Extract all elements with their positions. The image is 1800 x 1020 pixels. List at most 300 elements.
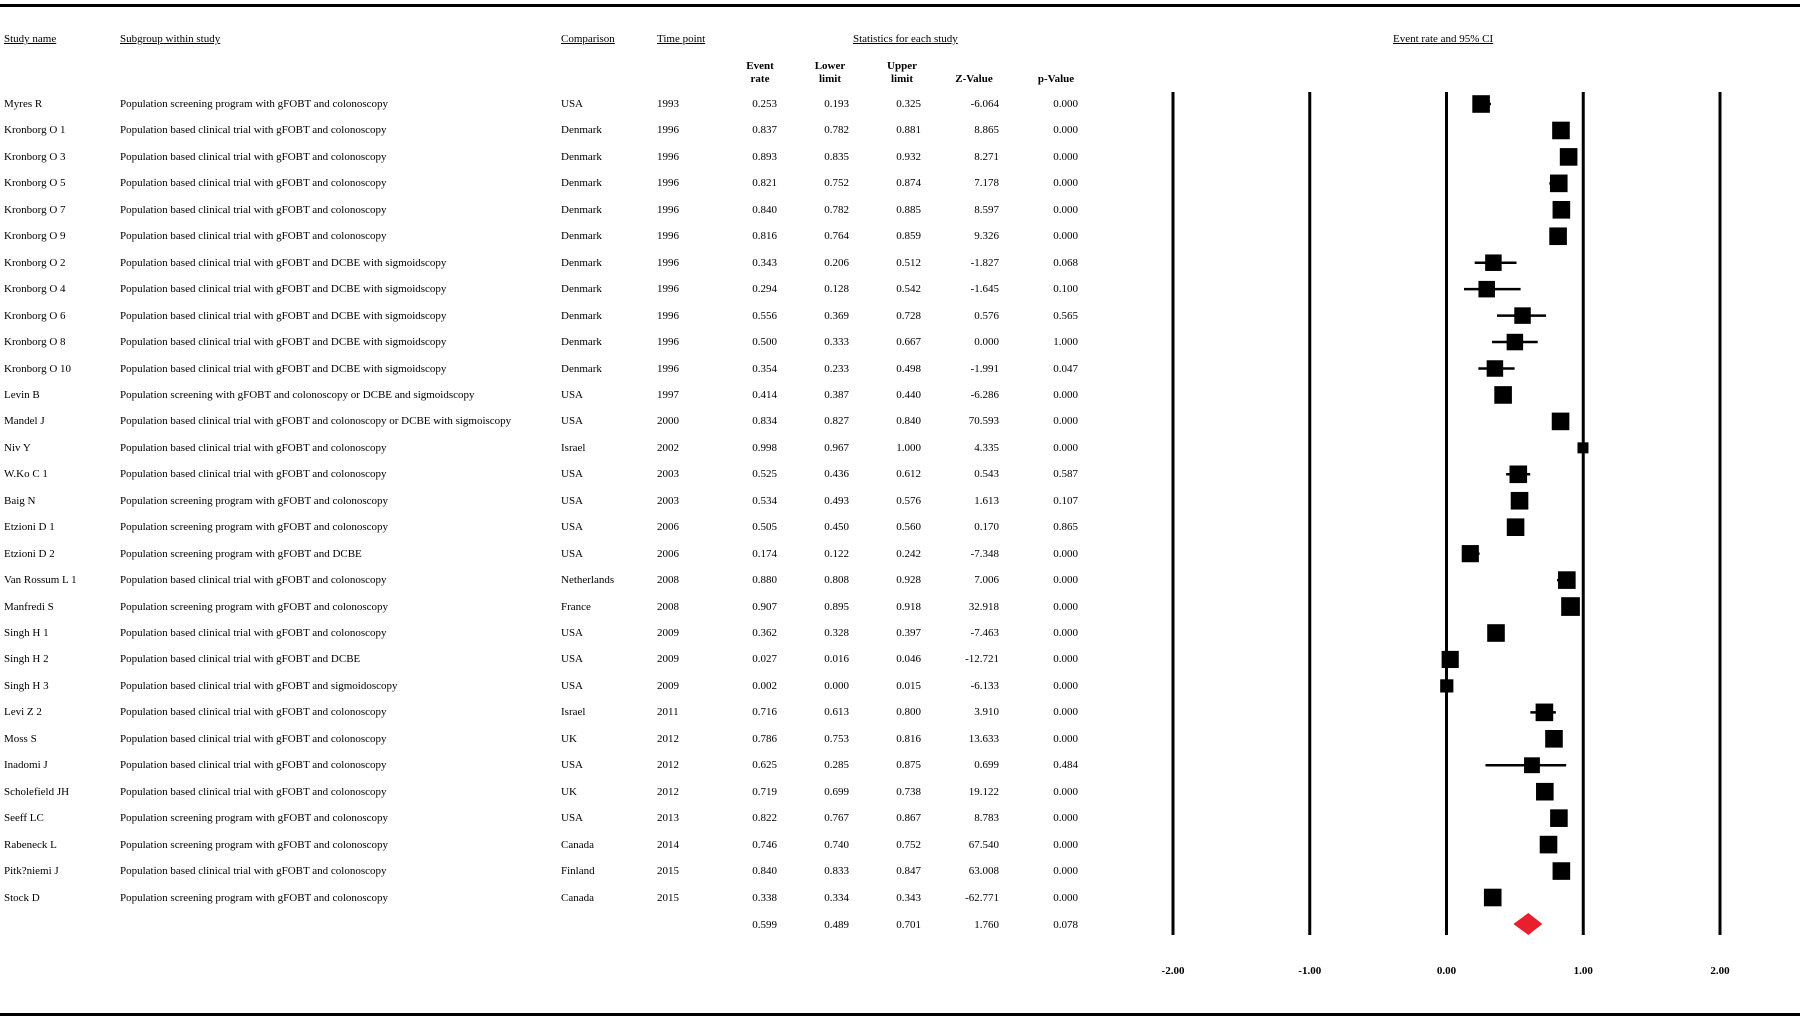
z-value-cell: 8.271 xyxy=(974,150,999,163)
upper-limit-cell: 1.000 xyxy=(896,441,921,454)
lower-limit-cell: 0.450 xyxy=(824,521,849,534)
subgroup-cell: Population based clinical trial with gFOBT and DCBE xyxy=(120,653,361,666)
upper-limit-cell: 0.325 xyxy=(896,98,921,110)
p-value-cell: 0.000 xyxy=(1053,177,1078,190)
upper-limit-cell: 0.800 xyxy=(896,706,921,719)
event-rate-cell: 0.840 xyxy=(752,203,777,216)
p-value-cell: 0.000 xyxy=(1053,865,1078,878)
comparison-cell: USA xyxy=(561,415,584,428)
lower-limit-cell: 0.967 xyxy=(824,441,849,454)
p-value-cell: 0.000 xyxy=(1053,653,1078,666)
lower-limit-cell: 0.387 xyxy=(824,388,849,401)
subgroup-cell: Population based clinical trial with gFOBT and colonoscopy xyxy=(120,759,387,772)
z-value-cell: 8.597 xyxy=(974,203,999,216)
comparison-cell: USA xyxy=(561,521,584,534)
comparison-cell: Finland xyxy=(561,865,595,878)
study-name-cell: W.Ko C 1 xyxy=(4,468,48,481)
study-marker xyxy=(1440,679,1453,692)
comparison-cell: Denmark xyxy=(561,336,602,349)
comparison-cell: USA xyxy=(561,627,584,639)
lower-limit-cell: 0.122 xyxy=(824,547,849,560)
study-name-cell: Kronborg O 9 xyxy=(4,230,66,243)
study-name-cell: Etzioni D 2 xyxy=(4,547,55,560)
p-value-cell: 0.000 xyxy=(1053,706,1078,719)
time-point-cell: 2008 xyxy=(657,600,679,613)
event-rate-cell: 0.505 xyxy=(752,521,777,534)
upper-limit-cell: 0.498 xyxy=(896,362,921,375)
upper-limit-cell: 0.840 xyxy=(896,415,921,428)
study-name-cell: Singh H 3 xyxy=(4,679,49,692)
x-tick-label: 2.00 xyxy=(1710,965,1730,977)
p-value-cell: 0.865 xyxy=(1053,521,1078,534)
lower-limit-cell: 0.016 xyxy=(824,653,849,666)
study-name-cell: Myres R xyxy=(4,98,43,110)
upper-limit-cell: 0.046 xyxy=(896,653,921,666)
comparison-cell: USA xyxy=(561,468,584,481)
event-rate-cell: 0.834 xyxy=(752,415,777,428)
study-marker xyxy=(1511,492,1529,510)
lower-limit-cell: 0.000 xyxy=(824,679,849,692)
study-marker xyxy=(1462,545,1479,562)
p-value-cell: 0.000 xyxy=(1053,547,1078,560)
col-z-value: Z-Value xyxy=(955,73,993,85)
study-marker xyxy=(1524,757,1540,773)
upper-limit-cell: 0.932 xyxy=(896,150,921,163)
p-value-cell: 0.000 xyxy=(1053,679,1078,692)
lower-limit-cell: 0.493 xyxy=(824,494,849,507)
event-rate-cell: 0.525 xyxy=(752,468,777,481)
z-value-cell: 70.593 xyxy=(968,415,999,428)
z-value-cell: -6.286 xyxy=(970,388,999,401)
upper-limit-cell: 0.242 xyxy=(896,547,921,560)
study-marker xyxy=(1545,730,1563,748)
z-value-cell: -7.463 xyxy=(970,627,999,639)
lower-limit-cell: 0.699 xyxy=(824,785,849,798)
p-value-cell: 0.000 xyxy=(1053,732,1078,745)
p-value-cell: 0.000 xyxy=(1053,891,1078,904)
event-rate-cell: 0.556 xyxy=(752,309,777,322)
comparison-cell: USA xyxy=(561,98,584,110)
subgroup-cell: Population based clinical trial with gFOBT and colonoscopy xyxy=(120,865,387,878)
comparison-cell: UK xyxy=(561,785,577,798)
p-value-cell: 0.587 xyxy=(1053,468,1078,481)
summary-event-rate: 0.599 xyxy=(752,919,777,931)
upper-limit-cell: 0.542 xyxy=(896,283,921,296)
study-name-cell: Scholefield JH xyxy=(4,785,70,798)
lower-limit-cell: 0.333 xyxy=(824,336,849,349)
lower-limit-cell: 0.827 xyxy=(824,415,849,428)
z-value-cell: 0.576 xyxy=(974,309,999,322)
study-name-cell: Pitk?niemi J xyxy=(4,865,59,878)
z-value-cell: -1.991 xyxy=(970,362,999,375)
comparison-cell: Denmark xyxy=(561,124,602,137)
study-marker xyxy=(1536,704,1554,722)
event-rate-cell: 0.338 xyxy=(752,891,777,904)
study-name-cell: Kronborg O 6 xyxy=(4,309,66,322)
event-rate-cell: 0.294 xyxy=(752,283,777,296)
p-value-cell: 0.000 xyxy=(1053,98,1078,110)
z-value-cell: 7.006 xyxy=(974,574,999,587)
p-value-cell: 0.565 xyxy=(1053,309,1078,322)
event-rate-cell: 0.253 xyxy=(752,98,777,110)
comparison-cell: Denmark xyxy=(561,362,602,375)
lower-limit-cell: 0.740 xyxy=(824,838,849,851)
lower-limit-cell: 0.328 xyxy=(824,627,849,639)
summary-upper-limit: 0.701 xyxy=(896,919,921,931)
event-rate-cell: 0.880 xyxy=(752,574,777,587)
lower-limit-cell: 0.782 xyxy=(824,124,849,137)
comparison-cell: Israel xyxy=(561,441,586,454)
summary-lower-limit: 0.489 xyxy=(824,919,849,931)
z-value-cell: 0.543 xyxy=(974,468,999,481)
event-rate-cell: 0.414 xyxy=(752,388,777,401)
study-marker xyxy=(1577,442,1588,453)
study-marker xyxy=(1536,783,1554,801)
header-study-name: Study name xyxy=(4,33,57,45)
event-rate-cell: 0.746 xyxy=(752,838,777,851)
upper-limit-cell: 0.612 xyxy=(896,468,921,481)
lower-limit-cell: 0.128 xyxy=(824,283,849,296)
study-name-cell: Kronborg O 1 xyxy=(4,124,66,137)
study-name-cell: Rabeneck L xyxy=(4,838,57,851)
comparison-cell: Denmark xyxy=(561,203,602,216)
study-marker xyxy=(1540,836,1558,854)
study-marker xyxy=(1560,148,1578,166)
header-plot-title: Event rate and 95% CI xyxy=(1393,33,1494,45)
header-subgroup: Subgroup within study xyxy=(120,33,221,45)
comparison-cell: Denmark xyxy=(561,309,602,322)
study-name-cell: Kronborg O 7 xyxy=(4,203,66,216)
upper-limit-cell: 0.881 xyxy=(896,124,921,137)
time-point-cell: 1996 xyxy=(657,283,679,296)
time-point-cell: 1996 xyxy=(657,336,679,349)
event-rate-cell: 0.719 xyxy=(752,785,777,798)
z-value-cell: 4.335 xyxy=(974,441,999,454)
comparison-cell: USA xyxy=(561,653,584,666)
z-value-cell: 0.699 xyxy=(974,759,999,772)
comparison-cell: USA xyxy=(561,388,584,401)
lower-limit-cell: 0.285 xyxy=(824,759,849,772)
upper-limit-cell: 0.343 xyxy=(896,891,921,904)
upper-limit-cell: 0.560 xyxy=(896,521,921,534)
upper-limit-cell: 0.859 xyxy=(896,230,921,243)
subgroup-cell: Population screening with gFOBT and colonoscopy or DCBE and sigmoidscopy xyxy=(120,388,475,401)
p-value-cell: 0.000 xyxy=(1053,415,1078,428)
time-point-cell: 1996 xyxy=(657,362,679,375)
time-point-cell: 2013 xyxy=(657,812,679,825)
header-time-point: Time point xyxy=(657,33,706,45)
comparison-cell: Denmark xyxy=(561,256,602,269)
upper-limit-cell: 0.512 xyxy=(896,256,921,269)
col-p-value: p-Value xyxy=(1037,73,1075,85)
z-value-cell: 19.122 xyxy=(968,785,999,798)
study-name-cell: Kronborg O 8 xyxy=(4,336,66,349)
study-marker xyxy=(1552,413,1570,431)
subgroup-cell: Population screening program with gFOBT and DCBE xyxy=(120,547,362,560)
subgroup-cell: Population based clinical trial with gFOBT and colonoscopy xyxy=(120,177,387,190)
summary-z-value: 1.760 xyxy=(974,919,999,931)
header-comparison: Comparison xyxy=(561,33,615,45)
study-marker xyxy=(1485,254,1502,271)
subgroup-cell: Population screening program with gFOBT and colonoscopy xyxy=(120,812,389,825)
p-value-cell: 0.000 xyxy=(1053,388,1078,401)
comparison-cell: Denmark xyxy=(561,230,602,243)
comparison-cell: USA xyxy=(561,759,584,772)
time-point-cell: 1996 xyxy=(657,256,679,269)
study-name-cell: Inadomi J xyxy=(4,759,48,772)
lower-limit-cell: 0.752 xyxy=(824,177,849,190)
study-name-cell: Kronborg O 2 xyxy=(4,256,66,269)
upper-limit-cell: 0.867 xyxy=(896,812,921,825)
z-value-cell: 8.783 xyxy=(974,812,999,825)
study-name-cell: Kronborg O 5 xyxy=(4,177,66,190)
p-value-cell: 0.047 xyxy=(1053,362,1078,375)
lower-limit-cell: 0.895 xyxy=(824,600,849,613)
event-rate-cell: 0.893 xyxy=(752,150,777,163)
subgroup-cell: Population based clinical trial with gFOBT and colonoscopy or DCBE with sigmoiscopy xyxy=(120,415,512,428)
p-value-cell: 0.000 xyxy=(1053,203,1078,216)
comparison-cell: USA xyxy=(561,494,584,507)
event-rate-cell: 0.500 xyxy=(752,336,777,349)
col-lower-limit: Lower limit xyxy=(814,60,846,85)
x-tick-label: -1.00 xyxy=(1298,965,1322,977)
subgroup-cell: Population based clinical trial with gFOBT and colonoscopy xyxy=(120,441,387,454)
time-point-cell: 1996 xyxy=(657,150,679,163)
upper-limit-cell: 0.875 xyxy=(896,759,921,772)
event-rate-cell: 0.786 xyxy=(752,732,777,745)
upper-limit-cell: 0.752 xyxy=(896,838,921,851)
study-marker xyxy=(1472,95,1490,113)
lower-limit-cell: 0.782 xyxy=(824,203,849,216)
study-name-cell: Mandel J xyxy=(4,415,45,428)
time-point-cell: 1996 xyxy=(657,309,679,322)
z-value-cell: 3.910 xyxy=(974,706,999,719)
time-point-cell: 2000 xyxy=(657,415,679,428)
study-marker xyxy=(1484,889,1502,907)
z-value-cell: -62.771 xyxy=(965,891,999,904)
study-name-cell: Moss S xyxy=(4,732,37,745)
study-name-cell: Levin B xyxy=(4,388,40,401)
z-value-cell: -12.721 xyxy=(965,653,999,666)
study-name-cell: Baig N xyxy=(4,494,36,507)
study-marker xyxy=(1507,518,1525,536)
study-marker xyxy=(1550,809,1568,827)
p-value-cell: 0.000 xyxy=(1053,627,1078,639)
time-point-cell: 2008 xyxy=(657,574,679,587)
comparison-cell: Denmark xyxy=(561,283,602,296)
lower-limit-cell: 0.764 xyxy=(824,230,849,243)
event-rate-cell: 0.002 xyxy=(752,679,777,692)
event-rate-cell: 0.816 xyxy=(752,230,777,243)
z-value-cell: 63.008 xyxy=(968,865,999,878)
z-value-cell: -1.645 xyxy=(970,283,999,296)
study-name-cell: Stock D xyxy=(4,891,40,904)
subgroup-cell: Population screening program with gFOBT and colonoscopy xyxy=(120,521,389,534)
comparison-cell: USA xyxy=(561,547,584,560)
subgroup-cell: Population based clinical trial with gFOBT and colonoscopy xyxy=(120,124,387,137)
comparison-cell: Denmark xyxy=(561,177,602,190)
time-point-cell: 1996 xyxy=(657,124,679,137)
p-value-cell: 0.068 xyxy=(1053,256,1078,269)
p-value-cell: 0.000 xyxy=(1053,441,1078,454)
time-point-cell: 2009 xyxy=(657,627,679,639)
p-value-cell: 0.000 xyxy=(1053,124,1078,137)
upper-limit-cell: 0.847 xyxy=(896,865,921,878)
upper-limit-cell: 0.576 xyxy=(896,494,921,507)
p-value-cell: 0.000 xyxy=(1053,785,1078,798)
subgroup-cell: Population based clinical trial with gFOBT and colonoscopy xyxy=(120,468,387,481)
subgroup-cell: Population based clinical trial with gFOBT and colonoscopy xyxy=(120,785,387,798)
comparison-cell: Canada xyxy=(561,838,594,851)
study-name-cell: Kronborg O 4 xyxy=(4,283,66,296)
subgroup-cell: Population based clinical trial with gFOBT and colonoscopy xyxy=(120,150,387,163)
event-rate-cell: 0.362 xyxy=(752,627,777,639)
time-point-cell: 1997 xyxy=(657,388,679,401)
subgroup-cell: Population screening program with gFOBT and colonoscopy xyxy=(120,98,389,110)
p-value-cell: 0.100 xyxy=(1053,283,1078,296)
header-statistics: Statistics for each study xyxy=(853,33,958,45)
event-rate-cell: 0.998 xyxy=(752,441,777,454)
lower-limit-cell: 0.206 xyxy=(824,256,849,269)
time-point-cell: 2009 xyxy=(657,679,679,692)
study-name-cell: Manfredi S xyxy=(4,600,54,613)
lower-limit-cell: 0.334 xyxy=(824,891,849,904)
subgroup-cell: Population based clinical trial with gFOBT and colonoscopy xyxy=(120,230,387,243)
z-value-cell: 0.000 xyxy=(974,336,999,349)
upper-limit-cell: 0.918 xyxy=(896,600,921,613)
upper-limit-cell: 0.738 xyxy=(896,785,921,798)
lower-limit-cell: 0.233 xyxy=(824,362,849,375)
z-value-cell: 0.170 xyxy=(974,521,999,534)
study-name-cell: Seeff LC xyxy=(4,812,44,825)
subgroup-cell: Population based clinical trial with gFOBT and colonoscopy xyxy=(120,627,387,639)
event-rate-cell: 0.027 xyxy=(752,653,777,666)
study-marker xyxy=(1553,201,1571,219)
time-point-cell: 2012 xyxy=(657,759,679,772)
subgroup-cell: Population based clinical trial with gFOBT and colonoscopy xyxy=(120,706,387,719)
z-value-cell: 7.178 xyxy=(974,177,999,190)
study-marker xyxy=(1552,122,1570,140)
subgroup-cell: Population based clinical trial with gFOBT and DCBE with sigmoidscopy xyxy=(120,283,447,296)
lower-limit-cell: 0.753 xyxy=(824,732,849,745)
study-name-cell: Kronborg O 10 xyxy=(4,362,72,375)
p-value-cell: 0.000 xyxy=(1053,574,1078,587)
z-value-cell: 67.540 xyxy=(968,838,999,851)
upper-limit-cell: 0.816 xyxy=(896,732,921,745)
upper-limit-cell: 0.667 xyxy=(896,336,921,349)
comparison-cell: France xyxy=(561,600,591,613)
z-value-cell: 8.865 xyxy=(974,124,999,137)
p-value-cell: 0.000 xyxy=(1053,600,1078,613)
study-marker xyxy=(1507,334,1524,351)
event-rate-cell: 0.625 xyxy=(752,759,777,772)
time-point-cell: 2006 xyxy=(657,547,679,560)
lower-limit-cell: 0.369 xyxy=(824,309,849,322)
lower-limit-cell: 0.193 xyxy=(824,98,849,110)
col-event-rate: Event rate xyxy=(746,60,774,85)
subgroup-cell: Population screening program with gFOBT and colonoscopy xyxy=(120,494,389,507)
study-name-cell: Singh H 2 xyxy=(4,653,49,666)
time-point-cell: 2015 xyxy=(657,891,679,904)
upper-limit-cell: 0.874 xyxy=(896,177,921,190)
summary-p-value: 0.078 xyxy=(1053,919,1078,931)
subgroup-cell: Population based clinical trial with gFOBT and colonoscopy xyxy=(120,203,387,216)
upper-limit-cell: 0.397 xyxy=(896,627,921,639)
x-tick-label: 0.00 xyxy=(1436,965,1457,977)
time-point-cell: 1996 xyxy=(657,230,679,243)
time-point-cell: 1996 xyxy=(657,177,679,190)
lower-limit-cell: 0.835 xyxy=(824,150,849,163)
study-marker xyxy=(1487,360,1504,377)
x-tick-label: 1.00 xyxy=(1573,965,1593,977)
z-value-cell: -6.133 xyxy=(970,679,999,692)
time-point-cell: 2002 xyxy=(657,441,679,454)
z-value-cell: -6.064 xyxy=(970,98,999,110)
study-marker xyxy=(1487,624,1505,642)
comparison-cell: Denmark xyxy=(561,150,602,163)
comparison-cell: Israel xyxy=(561,706,586,719)
study-marker xyxy=(1553,862,1571,880)
study-marker xyxy=(1509,466,1527,484)
event-rate-cell: 0.534 xyxy=(752,494,777,507)
study-name-cell: Etzioni D 1 xyxy=(4,521,55,534)
subgroup-cell: Population based clinical trial with gFOBT and DCBE with sigmoidscopy xyxy=(120,362,447,375)
event-rate-cell: 0.354 xyxy=(752,362,777,375)
time-point-cell: 2014 xyxy=(657,838,679,851)
time-point-cell: 2015 xyxy=(657,865,679,878)
lower-limit-cell: 0.808 xyxy=(824,574,849,587)
study-marker xyxy=(1478,281,1495,298)
time-point-cell: 2003 xyxy=(657,494,679,507)
time-point-cell: 1996 xyxy=(657,203,679,216)
event-rate-cell: 0.837 xyxy=(752,124,777,137)
x-tick-label: -2.00 xyxy=(1161,965,1185,977)
upper-limit-cell: 0.885 xyxy=(896,203,921,216)
z-value-cell: 13.633 xyxy=(968,732,999,745)
study-name-cell: Singh H 1 xyxy=(4,627,49,639)
p-value-cell: 0.107 xyxy=(1053,494,1078,507)
p-value-cell: 0.000 xyxy=(1053,150,1078,163)
z-value-cell: -7.348 xyxy=(970,547,999,560)
time-point-cell: 2003 xyxy=(657,468,679,481)
study-name-cell: Niv Y xyxy=(4,441,31,454)
lower-limit-cell: 0.833 xyxy=(824,865,849,878)
subgroup-cell: Population screening program with gFOBT and colonoscopy xyxy=(120,891,389,904)
subgroup-cell: Population based clinical trial with gFOBT and DCBE with sigmoidscopy xyxy=(120,309,447,322)
study-marker xyxy=(1549,227,1567,245)
lower-limit-cell: 0.767 xyxy=(824,812,849,825)
z-value-cell: -1.827 xyxy=(970,256,999,269)
col-upper-limit: Upper limit xyxy=(887,60,917,85)
event-rate-cell: 0.822 xyxy=(752,812,777,825)
study-marker xyxy=(1550,175,1568,193)
subgroup-cell: Population based clinical trial with gFOBT and DCBE with sigmoidscopy xyxy=(120,336,447,349)
p-value-cell: 1.000 xyxy=(1053,336,1078,349)
time-point-cell: 2006 xyxy=(657,521,679,534)
z-value-cell: 1.613 xyxy=(974,494,999,507)
comparison-cell: USA xyxy=(561,812,584,825)
p-value-cell: 0.000 xyxy=(1053,812,1078,825)
upper-limit-cell: 0.440 xyxy=(896,388,921,401)
study-marker xyxy=(1514,307,1531,324)
time-point-cell: 2009 xyxy=(657,653,679,666)
time-point-cell: 1993 xyxy=(657,98,679,110)
z-value-cell: 32.918 xyxy=(968,600,999,613)
comparison-cell: UK xyxy=(561,732,577,745)
p-value-cell: 0.000 xyxy=(1053,230,1078,243)
study-marker xyxy=(1561,597,1580,616)
time-point-cell: 2012 xyxy=(657,785,679,798)
